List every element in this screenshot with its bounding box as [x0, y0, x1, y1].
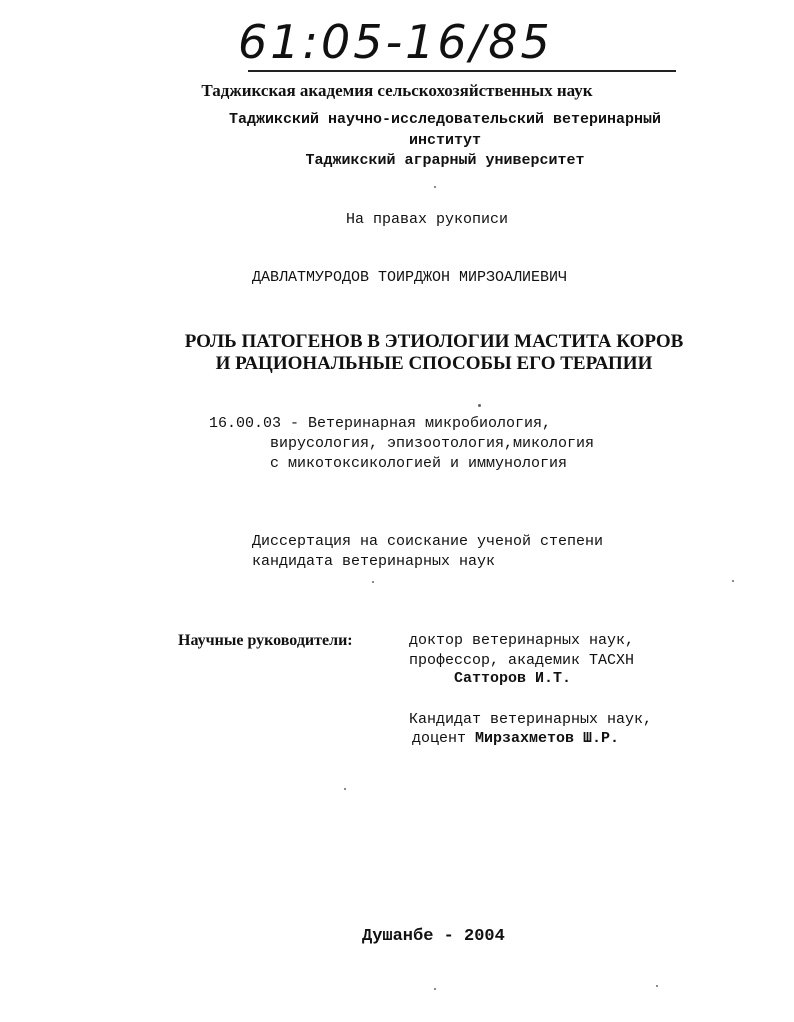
archive-code-underline	[248, 70, 676, 72]
institute-name-line1: Таджикский научно-исследовательский ветеринарный	[228, 111, 662, 128]
scan-speck	[434, 186, 436, 188]
dissertation-title-line2: И РАЦИОНАЛЬНЫЕ СПОСОБЫ ЕГО ТЕРАПИИ	[215, 353, 653, 374]
scan-speck	[344, 788, 346, 790]
city-year: Душанбе - 2004	[362, 927, 505, 946]
manuscript-note: На правах рукописи	[346, 211, 509, 228]
supervisor2-degree: Кандидат ветеринарных наук,	[409, 711, 653, 728]
dissertation-title-line1: РОЛЬ ПАТОГЕНОВ В ЭТИОЛОГИИ МАСТИТА КОРОВ	[184, 331, 684, 352]
degree-line2: кандидата ветеринарных наук	[252, 553, 496, 570]
supervisor2-name: Мирзахметов Ш.Р.	[475, 730, 620, 747]
supervisor2-line	[412, 729, 619, 749]
scan-speck	[656, 985, 658, 987]
supervisor2-title: доцент	[412, 730, 467, 747]
supervisor1-name: Сатторов И.Т.	[454, 670, 572, 687]
scan-speck	[372, 581, 374, 583]
academy-name: Таджикская академия сельскохозяйственных наук	[201, 81, 593, 100]
specialty-line1: 16.00.03 - Ветеринарная микробиология,	[209, 415, 552, 432]
scan-speck	[478, 404, 481, 407]
author-name: ДАВЛАТМУРОДОВ ТОИРДЖОН МИРЗОАЛИЕВИЧ	[252, 269, 568, 286]
supervisor1-degree: доктор ветеринарных наук,	[409, 632, 635, 649]
university-name: Таджикский аграрный университет	[305, 152, 585, 169]
specialty-line3: с микотоксикологией и иммунология	[270, 455, 568, 472]
archive-code-handwritten: 61:05-16/85	[238, 15, 553, 69]
supervisor1-titles: профессор, академик ТАСХН	[409, 652, 635, 669]
degree-line1: Диссертация на соискание ученой степени	[252, 533, 604, 550]
scan-speck	[434, 988, 436, 990]
scan-speck	[732, 580, 734, 582]
supervisors-label: Научные руководители:	[178, 632, 353, 649]
institute-name-line2: институт	[408, 132, 481, 149]
specialty-line2: вирусология, эпизоотология,микология	[270, 435, 595, 452]
